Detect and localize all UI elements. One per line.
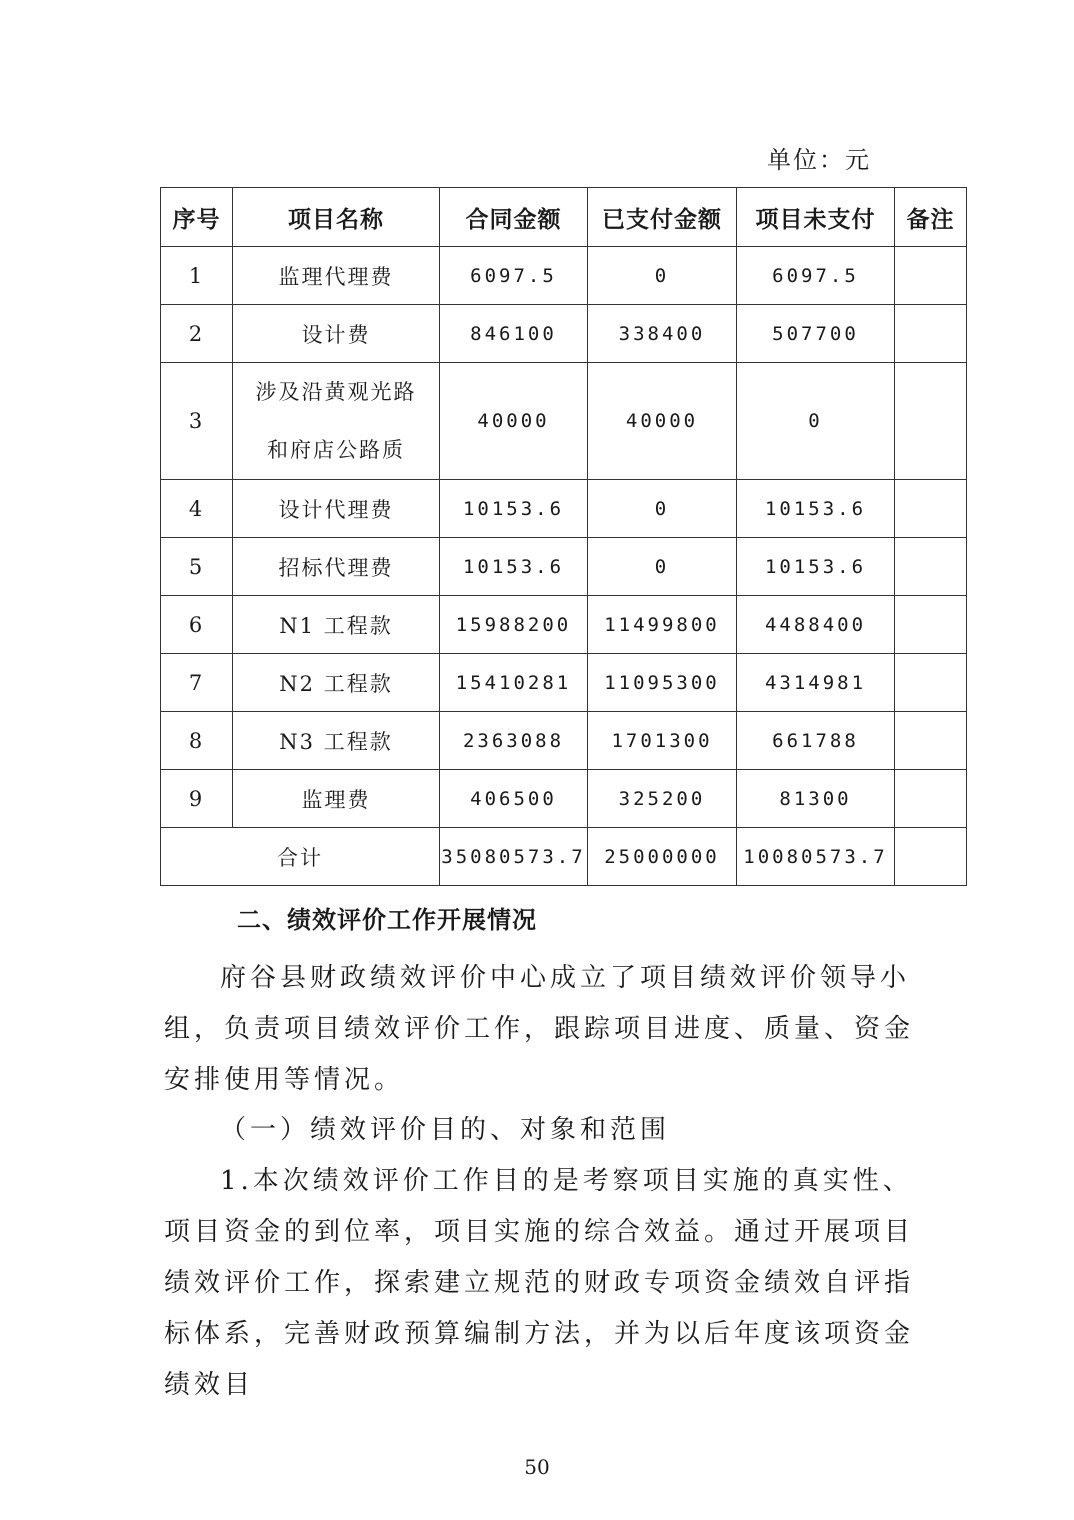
table-row [161,654,967,712]
cell-no: 5 [161,538,233,596]
table-row [161,538,967,596]
cell-note [895,654,967,712]
cell-unpaid: 4314981 [737,654,895,712]
budget-table [160,187,967,886]
table-row [161,305,967,363]
cell-no: 9 [161,770,233,828]
header-note: 备注 [895,188,967,247]
cell-name-text: 涉及沿黄观光路和府店公路质 [255,380,417,462]
cell-paid: 0 [588,247,737,305]
section-heading: 二、绩效评价工作开展情况 [237,906,537,934]
total-row [161,828,967,886]
cell-unpaid: 507700 [737,305,895,363]
cell-unpaid: 0 [737,363,895,480]
cell-unpaid: 10153.6 [737,480,895,538]
header-name: 项目名称 [233,188,440,247]
cell-unpaid: 4488400 [737,596,895,654]
cell-note [895,596,967,654]
cell-paid: 11095300 [588,654,737,712]
cell-no: 3 [161,363,233,480]
table-row [161,247,967,305]
cell-no: 6 [161,596,233,654]
cell-note [895,480,967,538]
total-contract: 35080573.7 [440,828,588,886]
cell-contract: 6097.5 [440,247,588,305]
cell-paid: 338400 [588,305,737,363]
total-unpaid: 10080573.7 [737,828,895,886]
header-contract: 合同金额 [440,188,588,247]
total-label: 合计 [161,828,440,886]
cell-paid: 1701300 [588,712,737,770]
cell-paid: 0 [588,538,737,596]
page-number: 50 [524,1455,550,1479]
cell-contract: 10153.6 [440,538,588,596]
cell-paid: 11499800 [588,596,737,654]
body-paragraph: 1.本次绩效评价工作目的是考察项目实施的真实性、项目资金的到位率，项目实施的综合效益。通过开展项目绩效评价工作，探索建立规范的财政专项资金绩效自评指标体系，完善财政预算编制方法，并为以后年度该项资金绩效目 [164,1166,915,1400]
cell-note [895,770,967,828]
cell-name: 设计费 [233,305,440,363]
cell-unpaid: 10153.6 [737,538,895,596]
cell-contract: 10153.6 [440,480,588,538]
table-header-row [161,188,967,247]
table-row [161,480,967,538]
cell-name: 设计代理费 [233,480,440,538]
cell-name: N2 工程款 [233,654,440,712]
table-row [161,770,967,828]
cell-name: N1 工程款 [233,596,440,654]
unit-label: 单位：元 [767,146,871,174]
cell-paid: 325200 [588,770,737,828]
cell-name: 监理费 [233,770,440,828]
cell-contract: 15410281 [440,654,588,712]
cell-no: 1 [161,247,233,305]
cell-contract: 846100 [440,305,588,363]
table-row [161,712,967,770]
cell-contract: 15988200 [440,596,588,654]
cell-unpaid: 661788 [737,712,895,770]
cell-unpaid: 6097.5 [737,247,895,305]
cell-contract: 406500 [440,770,588,828]
cell-note [895,538,967,596]
cell-no: 8 [161,712,233,770]
subheading: （一）绩效评价目的、对象和范围 [220,1115,671,1145]
cell-note [895,712,967,770]
cell-paid: 40000 [588,363,737,480]
cell-name: N3 工程款 [233,712,440,770]
table-row [161,596,967,654]
cell-note [895,247,967,305]
cell-no: 4 [161,480,233,538]
cell-unpaid: 81300 [737,770,895,828]
cell-note [895,305,967,363]
cell-contract: 2363088 [440,712,588,770]
cell-name [233,363,440,480]
total-paid: 25000000 [588,828,737,886]
cell-note [895,363,967,480]
cell-paid: 0 [588,480,737,538]
cell-no: 2 [161,305,233,363]
cell-name: 招标代理费 [233,538,440,596]
total-note [895,828,967,886]
header-paid: 已支付金额 [588,188,737,247]
header-unpaid: 项目未支付 [737,188,895,247]
cell-name: 监理代理费 [233,247,440,305]
table-row [161,363,967,480]
cell-contract: 40000 [440,363,588,480]
header-no: 序号 [161,188,233,247]
cell-no: 7 [161,654,233,712]
body-paragraph: 府谷县财政绩效评价中心成立了项目绩效评价领导小组，负责项目绩效评价工作，跟踪项目进度、质量、资金安排使用等情况。 [164,963,915,1095]
